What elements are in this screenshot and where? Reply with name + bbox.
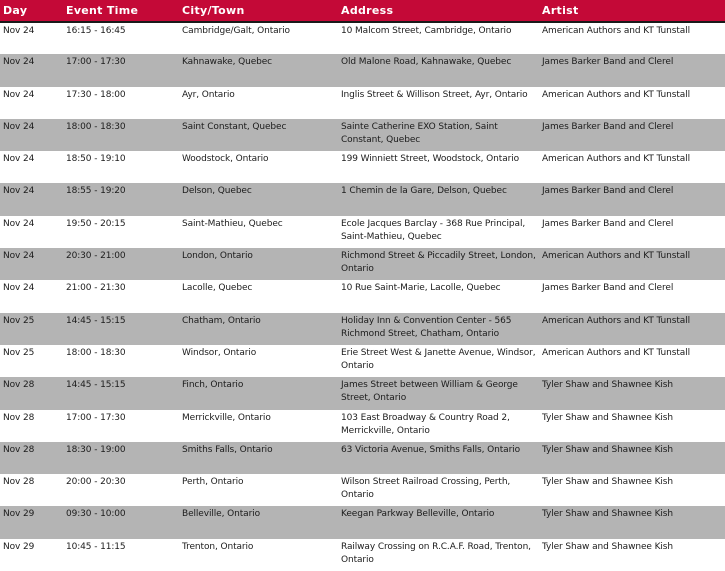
cell-day: Nov 24 — [0, 183, 63, 215]
cell-city-town: Perth, Ontario — [179, 474, 338, 506]
cell-address: Ecole Jacques Barclay - 368 Rue Principal, Saint-Mathieu, Quebec — [338, 216, 539, 248]
cell-address: Inglis Street & Willison Street, Ayr, Ontario — [338, 87, 539, 119]
table-row — [0, 54, 725, 86]
table-row — [0, 119, 725, 151]
table-row — [0, 151, 725, 183]
cell-city-town: Smiths Falls, Ontario — [179, 442, 338, 474]
table-row — [0, 248, 725, 280]
table-row — [0, 506, 725, 538]
cell-event-time: 17:00 - 17:30 — [63, 410, 179, 442]
cell-address: Holiday Inn & Convention Center - 565 Richmond Street, Chatham, Ontario — [338, 313, 539, 345]
cell-artist: James Barker Band and Clerel — [539, 54, 725, 86]
cell-day: Nov 28 — [0, 410, 63, 442]
table-row — [0, 345, 725, 377]
cell-city-town: Saint Constant, Quebec — [179, 119, 338, 151]
table-row — [0, 183, 725, 215]
cell-day: Nov 28 — [0, 442, 63, 474]
header-row — [0, 0, 725, 22]
cell-event-time: 18:50 - 19:10 — [63, 151, 179, 183]
cell-artist: Tyler Shaw and Shawnee Kish — [539, 442, 725, 474]
cell-event-time: 18:00 - 18:30 — [63, 345, 179, 377]
cell-address: Keegan Parkway Belleville, Ontario — [338, 506, 539, 538]
cell-city-town: Windsor, Ontario — [179, 345, 338, 377]
table-row — [0, 216, 725, 248]
cell-address: 199 Winniett Street, Woodstock, Ontario — [338, 151, 539, 183]
table-row — [0, 410, 725, 442]
cell-event-time: 14:45 - 15:15 — [63, 377, 179, 409]
cell-day: Nov 29 — [0, 539, 63, 571]
cell-day: Nov 24 — [0, 54, 63, 86]
cell-address: 103 East Broadway & Country Road 2, Merrickville, Ontario — [338, 410, 539, 442]
cell-artist: Tyler Shaw and Shawnee Kish — [539, 539, 725, 571]
cell-artist: Tyler Shaw and Shawnee Kish — [539, 506, 725, 538]
cell-address: James Street between William & George Street, Ontario — [338, 377, 539, 409]
cell-artist: Tyler Shaw and Shawnee Kish — [539, 474, 725, 506]
cell-day: Nov 24 — [0, 216, 63, 248]
cell-artist: Tyler Shaw and Shawnee Kish — [539, 377, 725, 409]
cell-artist: American Authors and KT Tunstall — [539, 345, 725, 377]
cell-address: 1 Chemin de la Gare, Delson, Quebec — [338, 183, 539, 215]
cell-artist: American Authors and KT Tunstall — [539, 313, 725, 345]
table-row — [0, 539, 725, 571]
cell-city-town: Chatham, Ontario — [179, 313, 338, 345]
table-row — [0, 442, 725, 474]
cell-address: Old Malone Road, Kahnawake, Quebec — [338, 54, 539, 86]
cell-artist: James Barker Band and Clerel — [539, 119, 725, 151]
cell-event-time: 19:50 - 20:15 — [63, 216, 179, 248]
cell-day: Nov 24 — [0, 151, 63, 183]
cell-event-time: 14:45 - 15:15 — [63, 313, 179, 345]
cell-event-time: 17:00 - 17:30 — [63, 54, 179, 86]
cell-artist: American Authors and KT Tunstall — [539, 151, 725, 183]
cell-city-town: Trenton, Ontario — [179, 539, 338, 571]
cell-city-town: Delson, Quebec — [179, 183, 338, 215]
cell-address: 10 Malcom Street, Cambridge, Ontario — [338, 22, 539, 54]
cell-city-town: London, Ontario — [179, 248, 338, 280]
cell-artist: James Barker Band and Clerel — [539, 280, 725, 312]
cell-city-town: Saint-Mathieu, Quebec — [179, 216, 338, 248]
cell-event-time: 21:00 - 21:30 — [63, 280, 179, 312]
table-row — [0, 87, 725, 119]
cell-event-time: 18:55 - 19:20 — [63, 183, 179, 215]
cell-artist: James Barker Band and Clerel — [539, 183, 725, 215]
cell-day: Nov 24 — [0, 248, 63, 280]
cell-city-town: Lacolle, Quebec — [179, 280, 338, 312]
cell-day: Nov 24 — [0, 280, 63, 312]
table-row — [0, 377, 725, 409]
cell-artist: American Authors and KT Tunstall — [539, 22, 725, 54]
cell-artist: Tyler Shaw and Shawnee Kish — [539, 410, 725, 442]
cell-city-town: Merrickville, Ontario — [179, 410, 338, 442]
cell-event-time: 20:00 - 20:30 — [63, 474, 179, 506]
cell-artist: American Authors and KT Tunstall — [539, 248, 725, 280]
cell-day: Nov 25 — [0, 313, 63, 345]
cell-day: Nov 24 — [0, 22, 63, 54]
cell-address: 63 Victoria Avenue, Smiths Falls, Ontario — [338, 442, 539, 474]
cell-address: 10 Rue Saint-Marie, Lacolle, Quebec — [338, 280, 539, 312]
cell-city-town: Belleville, Ontario — [179, 506, 338, 538]
cell-city-town: Kahnawake, Quebec — [179, 54, 338, 86]
table-row — [0, 313, 725, 345]
cell-address: Sainte Catherine EXO Station, Saint Constant, Quebec — [338, 119, 539, 151]
cell-artist: American Authors and KT Tunstall — [539, 87, 725, 119]
cell-event-time: 09:30 - 10:00 — [63, 506, 179, 538]
cell-address: Railway Crossing on R.C.A.F. Road, Trenton, Ontario — [338, 539, 539, 571]
cell-artist: James Barker Band and Clerel — [539, 216, 725, 248]
cell-city-town: Woodstock, Ontario — [179, 151, 338, 183]
table-row — [0, 474, 725, 506]
cell-event-time: 20:30 - 21:00 — [63, 248, 179, 280]
cell-event-time: 18:00 - 18:30 — [63, 119, 179, 151]
column-header-event-time: Event Time — [63, 0, 179, 22]
cell-city-town: Ayr, Ontario — [179, 87, 338, 119]
cell-event-time: 10:45 - 11:15 — [63, 539, 179, 571]
cell-event-time: 16:15 - 16:45 — [63, 22, 179, 54]
cell-event-time: 18:30 - 19:00 — [63, 442, 179, 474]
column-header-city-town: City/Town — [179, 0, 338, 22]
cell-day: Nov 25 — [0, 345, 63, 377]
cell-address: Wilson Street Railroad Crossing, Perth, Ontario — [338, 474, 539, 506]
cell-address: Erie Street West & Janette Avenue, Windsor, Ontario — [338, 345, 539, 377]
cell-event-time: 17:30 - 18:00 — [63, 87, 179, 119]
cell-city-town: Finch, Ontario — [179, 377, 338, 409]
column-header-day: Day — [0, 0, 63, 22]
table-row — [0, 280, 725, 312]
cell-day: Nov 28 — [0, 377, 63, 409]
column-header-artist: Artist — [539, 0, 725, 22]
table-body — [0, 22, 725, 571]
cell-city-town: Cambridge/Galt, Ontario — [179, 22, 338, 54]
cell-address: Richmond Street & Piccadily Street, London, Ontario — [338, 248, 539, 280]
cell-day: Nov 28 — [0, 474, 63, 506]
cell-day: Nov 24 — [0, 119, 63, 151]
cell-day: Nov 24 — [0, 87, 63, 119]
column-header-address: Address — [338, 0, 539, 22]
table-row — [0, 22, 725, 54]
cell-day: Nov 29 — [0, 506, 63, 538]
